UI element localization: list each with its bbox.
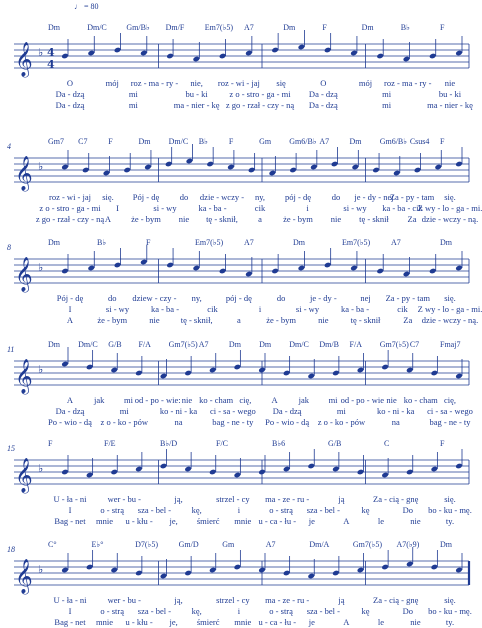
lyric-syllable: dziew - czy - — [132, 293, 177, 303]
chord-symbol: G/B — [328, 439, 342, 448]
lyric-syllable: ka - ba - — [198, 203, 227, 213]
chord-symbol: Dm — [440, 540, 452, 549]
lyric-syllable: i — [306, 203, 309, 213]
chord-symbol: A7(♭9) — [396, 540, 420, 549]
lyric-syllable: A — [343, 617, 350, 627]
lyric-syllable: ka - ba - cik — [382, 203, 423, 213]
treble-clef-icon: 𝄞 — [15, 559, 33, 594]
lyric-syllable: sza - bel - — [306, 606, 340, 616]
lyric-syllable: le — [377, 617, 384, 627]
system-number: 18 — [7, 545, 15, 554]
chord-symbol: Gm7(♭5) — [352, 540, 382, 549]
lyric-syllable: od - po - wie — [340, 395, 385, 405]
chord-symbol: A7 — [244, 238, 254, 247]
chord-symbol: Dm — [228, 340, 241, 349]
lyric-syllable: roz - wi - jaj — [217, 78, 260, 88]
lyric-syllable: sza - bel - — [137, 606, 172, 616]
lyric-syllable: je, — [169, 516, 178, 526]
staff — [0, 152, 474, 192]
lyric-syllable: nie — [410, 516, 421, 526]
lyric-syllable: Za — [407, 214, 417, 224]
lyric-syllable: cik — [207, 304, 218, 314]
lyric-syllable: nej — [360, 293, 371, 303]
lyric-syllable: nie — [444, 78, 456, 88]
lyric-syllable: nie — [149, 315, 160, 325]
chord-symbol: Em7(♭5) — [342, 238, 371, 247]
lyric-line — [0, 78, 474, 89]
lyric-syllable: Da - dzą — [55, 100, 85, 110]
lyric-syllable: dzie - wczy - — [199, 192, 245, 202]
lyric-syllable: ko - cham — [403, 395, 438, 405]
lyric-syllable: U - ła - ni — [53, 595, 87, 605]
chord-symbol: F/A — [349, 340, 362, 349]
chord-symbol: Dm/C — [87, 23, 107, 32]
chord-symbol: Gm7 — [48, 137, 64, 146]
lyric-syllable: a — [236, 315, 241, 325]
lyric-syllable: się — [276, 78, 286, 88]
lyric-syllable: ty. — [445, 617, 455, 627]
lyric-syllable: ka - ba - — [150, 304, 180, 314]
staff — [0, 555, 474, 595]
time-signature-top: 4 — [47, 46, 55, 59]
chord-symbol: Dm/C — [289, 340, 309, 349]
chord-symbol: C7 — [78, 137, 88, 146]
lyric-syllable: je — [308, 617, 315, 627]
lyric-syllable: nie — [178, 214, 190, 224]
system-number: 11 — [7, 345, 15, 354]
lyric-syllable: do — [107, 293, 117, 303]
lyric-syllable: Da - dzą — [272, 406, 302, 416]
lyric-syllable: nie — [386, 395, 397, 405]
chord-symbol: Dm/F — [165, 23, 185, 32]
lyric-syllable: dzie - wczy - ną. — [421, 315, 479, 325]
lyric-syllable: nie — [181, 395, 193, 405]
lyric-syllable: ma - ze - ru - — [265, 595, 310, 605]
lyric-syllable: U - ła - ni — [53, 494, 87, 504]
lyric-syllable: A — [104, 214, 112, 224]
chord-symbol: Dm — [259, 340, 272, 349]
lyric-syllable: i — [237, 606, 241, 616]
chord-symbol: A7 — [391, 238, 401, 247]
chord-symbol: Dm — [48, 238, 60, 247]
lyric-syllable: bu - ki — [438, 89, 462, 99]
lyric-syllable: I — [68, 304, 72, 314]
lyric-syllable: tę - sknił, — [206, 214, 238, 224]
chord-symbol: Em7(♭5) — [204, 23, 234, 32]
chord-symbol: F — [322, 23, 327, 32]
system-number: 4 — [7, 142, 11, 151]
lyric-syllable: i — [237, 505, 241, 515]
lyric-line — [0, 606, 474, 617]
lyric-syllable: O — [66, 78, 74, 88]
lyric-syllable: Da - dzą — [55, 406, 85, 416]
lyric-syllable: śmierć — [196, 617, 220, 627]
lyric-syllable: jak — [298, 395, 310, 405]
lyric-syllable: jak — [94, 395, 105, 405]
chord-symbol: D7(♭5) — [135, 540, 158, 549]
chord-symbol: Dm — [293, 238, 305, 247]
treble-clef-icon: 𝄞 — [15, 42, 33, 77]
lyric-syllable: że - bym — [266, 315, 296, 325]
lyric-syllable: bo - ku - mę. — [428, 505, 472, 515]
lyric-syllable: I — [68, 606, 72, 616]
lyric-syllable: ci - sa - wego — [427, 406, 473, 416]
lyric-syllable: się. — [444, 595, 456, 605]
tempo-marking — [74, 2, 99, 11]
chord-symbol: F — [440, 23, 445, 32]
chord-symbol: Gm/D — [178, 540, 199, 549]
lyric-syllable: mi — [328, 395, 338, 405]
lyric-syllable: Da - dzą — [308, 100, 338, 110]
key-flat-icon: ♭ — [38, 563, 44, 576]
lyric-syllable: mi — [382, 89, 392, 99]
lyric-syllable: O — [320, 78, 327, 88]
chord-symbol: F/A — [138, 340, 151, 349]
lyric-syllable: Do — [402, 606, 413, 616]
lyric-syllable: ją, — [174, 494, 183, 504]
lyric-syllable: z go - rzał - czy - ną — [35, 214, 105, 224]
lyric-syllable: Za - cią - gnę — [373, 494, 419, 504]
lyric-syllable: tę - sknił — [359, 214, 389, 224]
chord-symbol: E♭° — [91, 540, 104, 549]
lyric-syllable: o - strą — [100, 606, 125, 616]
lyric-syllable: cię, — [443, 395, 457, 405]
lyric-syllable: ka - ba - — [340, 304, 370, 314]
lyric-syllable: je - dy - nej — [354, 192, 394, 202]
lyric-syllable: I — [116, 203, 119, 213]
key-flat-icon: ♭ — [38, 261, 44, 274]
lyric-syllable: się. — [444, 494, 456, 504]
lyric-syllable: z o - stro - ga - mi — [39, 203, 101, 213]
lyric-syllable: bag - ne - ty — [429, 417, 471, 427]
lyric-syllable: Da - dzą — [55, 89, 85, 99]
lyric-line — [0, 417, 474, 428]
lyric-syllable: ko - ni - ka — [159, 406, 198, 416]
lyric-syllable: A — [66, 395, 74, 405]
lyric-syllable: si - wy — [153, 203, 177, 213]
chord-symbol: Dm — [138, 137, 151, 146]
key-flat-icon: ♭ — [38, 363, 44, 376]
lyric-line — [0, 203, 482, 214]
lyric-syllable: kę — [361, 505, 370, 515]
lyric-syllable: Pój - dę — [56, 293, 84, 303]
lyric-syllable: ją — [338, 494, 345, 504]
staff — [0, 355, 474, 395]
lyric-syllable: le — [377, 516, 384, 526]
lyric-syllable: cik — [397, 304, 408, 314]
chord-symbol: B♭ — [198, 137, 208, 146]
lyric-syllable: o - strą — [269, 505, 293, 515]
chord-symbol: F — [440, 439, 445, 448]
chord-symbol: B♭ — [400, 23, 410, 32]
chord-symbol: C — [384, 439, 390, 448]
key-flat-icon: ♭ — [38, 462, 44, 475]
chord-row — [0, 340, 474, 352]
lyric-syllable: strzel - cy — [216, 595, 250, 605]
chord-symbol: Em7(♭5) — [195, 238, 224, 247]
key-flat-icon: ♭ — [38, 46, 44, 59]
lyric-line — [0, 516, 474, 527]
lyric-syllable: pój - dę — [225, 293, 252, 303]
lyric-syllable: mi — [128, 100, 138, 110]
chord-symbol: Gm/B♭ — [126, 23, 150, 32]
chord-row — [0, 439, 474, 451]
lyric-syllable: na — [391, 417, 400, 427]
lyric-syllable: Za — [403, 315, 413, 325]
lyric-syllable: Z wy - lo - ga - mi. — [417, 304, 482, 314]
lyric-line — [0, 494, 474, 505]
lyric-syllable: z go - rzał - czy - ną — [225, 100, 295, 110]
lyric-syllable: wer - bu - — [107, 494, 141, 504]
lyric-syllable: kę, — [191, 606, 202, 616]
chord-symbol: Dm — [349, 137, 362, 146]
chord-row — [0, 137, 474, 149]
lyric-syllable: Bag - net — [54, 516, 86, 526]
lyric-syllable: nie, — [190, 78, 203, 88]
lyric-syllable: ny, — [191, 293, 202, 303]
chord-symbol: B♭6 — [272, 439, 286, 448]
lyric-syllable: ty. — [445, 516, 455, 526]
lyric-syllable: nie — [330, 214, 342, 224]
lyric-syllable: A — [271, 395, 278, 405]
lyric-syllable: mnie — [96, 516, 114, 526]
lyric-syllable: je, — [169, 617, 178, 627]
lyric-line — [0, 395, 474, 406]
lyric-syllable: Do — [402, 505, 413, 515]
treble-clef-icon: 𝄞 — [15, 458, 33, 493]
lyric-syllable: o - strą — [100, 505, 125, 515]
staff — [0, 38, 474, 78]
lyric-syllable: si - wy — [343, 203, 367, 213]
lyric-syllable: cię, — [239, 395, 252, 405]
chord-row — [0, 540, 474, 552]
chord-symbol: F — [108, 137, 113, 146]
lyric-syllable: tę - sknił — [350, 315, 381, 325]
lyric-syllable: Po - wio - dą — [48, 417, 92, 427]
lyric-syllable: A — [343, 516, 350, 526]
lyric-syllable: Pój - dę — [132, 192, 160, 202]
lyric-syllable: u - kłu - — [125, 516, 153, 526]
chord-symbol: A7 — [198, 340, 209, 349]
lyric-syllable: cik — [254, 203, 266, 213]
lyric-syllable: nie — [318, 315, 329, 325]
lyric-syllable: mnie — [234, 617, 252, 627]
lyric-syllable: pój - dę — [285, 192, 311, 202]
lyric-line — [0, 89, 474, 100]
lyric-syllable: się. — [102, 192, 114, 202]
lyric-syllable: mi — [123, 395, 133, 405]
system-number: 15 — [7, 444, 15, 453]
lyric-syllable: ko - cham — [199, 395, 234, 405]
lyric-syllable: Bag - net — [54, 617, 86, 627]
lyric-syllable: je — [308, 516, 315, 526]
lyric-syllable: kę — [361, 606, 370, 616]
chord-symbol: Gm — [222, 540, 235, 549]
chord-symbol: B♭/D — [160, 439, 178, 448]
lyric-syllable: ma - nier - kę — [173, 100, 220, 110]
lyric-syllable: Za - py - tam — [385, 293, 430, 303]
treble-clef-icon: 𝄞 — [15, 359, 33, 394]
staff — [0, 454, 474, 494]
lyric-line — [0, 315, 479, 326]
lyric-syllable: A — [66, 315, 74, 325]
lyric-syllable: się. — [444, 192, 456, 202]
chord-symbol: Dm — [48, 23, 60, 32]
lyric-syllable: Za - cią - gnę — [373, 595, 419, 605]
lyric-syllable: i — [258, 304, 262, 314]
chord-symbol: F — [48, 439, 53, 448]
lyric-syllable: u - kłu - — [125, 617, 153, 627]
lyric-syllable: roz - ma - ry - — [384, 78, 432, 88]
lyric-syllable: do — [331, 192, 341, 202]
chord-symbol: Gm7(♭5) — [168, 340, 198, 349]
lyric-line — [0, 192, 474, 203]
lyric-syllable: z o - stro - ga - mi — [229, 89, 291, 99]
lyric-syllable: dzie - wczy - ną. — [421, 214, 479, 224]
lyric-syllable: strzel - cy — [216, 494, 250, 504]
lyric-syllable: Za - py - tam — [389, 192, 435, 202]
treble-clef-icon: 𝄞 — [15, 156, 33, 191]
lyric-syllable: Da - dzą — [308, 89, 338, 99]
lyric-syllable: bag - ne - ty — [212, 417, 254, 427]
chord-symbol: Fmaj7 — [440, 340, 461, 349]
lyric-line — [0, 304, 482, 315]
lyric-syllable: kę, — [191, 505, 202, 515]
lyric-syllable: ją, — [174, 595, 183, 605]
lyric-syllable: mi — [336, 406, 346, 416]
chord-symbol: Gm6/B♭ — [289, 137, 317, 146]
lyric-syllable: mój — [358, 78, 373, 88]
chord-symbol: Dm/C — [168, 137, 189, 146]
chord-symbol: Gm — [259, 137, 272, 146]
lyric-syllable: ma - nier - kę — [427, 100, 473, 110]
chord-symbol: F/C — [216, 439, 229, 448]
lyric-syllable: ko - ni - ka — [377, 406, 415, 416]
lyric-syllable: u - ca - łu - — [258, 516, 297, 526]
lyric-syllable: ma - ze - ru - — [265, 494, 310, 504]
chord-symbol: F — [440, 137, 445, 146]
lyric-syllable: I — [68, 505, 72, 515]
treble-clef-icon: 𝄞 — [15, 257, 33, 292]
tempo-bpm: = 80 — [84, 2, 99, 11]
chord-symbol: Dm — [48, 340, 60, 349]
lyric-syllable: Z wy - lo - ga - mi. — [417, 203, 482, 213]
lyric-line — [0, 406, 474, 417]
lyric-syllable: z o - ko - pów — [100, 417, 149, 427]
lyric-syllable: mój — [105, 78, 119, 88]
chord-symbol: Csus4 — [409, 137, 430, 146]
lyric-line — [0, 617, 474, 628]
chord-symbol: Gm7(♭5) — [379, 340, 409, 349]
chord-symbol: F/E — [104, 439, 116, 448]
chord-symbol: A7 — [265, 540, 276, 549]
chord-symbol: G/B — [108, 340, 122, 349]
lyric-syllable: ny, — [254, 192, 266, 202]
lyric-syllable: roz - wi - jaj — [48, 192, 92, 202]
time-signature-bottom: 4 — [47, 58, 55, 71]
lyric-syllable: mnie — [234, 516, 252, 526]
lyric-syllable: o - strą — [269, 606, 293, 616]
lyric-syllable: si - wy — [295, 304, 320, 314]
quarter-note-icon: ♩ — [74, 2, 82, 11]
chord-symbol: A7 — [244, 23, 254, 32]
lyric-syllable: ci - sa - wego — [209, 406, 256, 416]
lyric-syllable: Po - wio - dą — [265, 417, 310, 427]
lyric-syllable: mi — [382, 100, 392, 110]
chord-symbol: Dm/C — [78, 340, 98, 349]
lyric-syllable: tę - sknił, — [180, 315, 213, 325]
system-number: 8 — [7, 243, 11, 252]
chord-symbol: B♭ — [97, 238, 107, 247]
key-flat-icon: ♭ — [38, 160, 44, 173]
lyric-syllable: że - bym — [97, 315, 128, 325]
chord-symbol: Dm/A — [309, 540, 330, 549]
chord-symbol: Dm — [440, 238, 452, 247]
lyric-syllable: je - dy - — [309, 293, 337, 303]
lyric-syllable: roz - ma - ry - — [130, 78, 179, 88]
chord-symbol: Dm/B — [319, 340, 339, 349]
chord-symbol: Dm — [361, 23, 374, 32]
chord-row — [0, 238, 474, 250]
lyric-syllable: mnie — [96, 617, 114, 627]
lyric-line — [0, 293, 474, 304]
lyric-syllable: że - bym — [283, 214, 313, 224]
lyric-syllable: nie — [410, 617, 421, 627]
lyric-syllable: a — [258, 214, 262, 224]
lyric-syllable: śmierć — [196, 516, 220, 526]
lyric-syllable: bo - ku - mę. — [428, 606, 472, 616]
lyric-syllable: sza - bel - — [137, 505, 172, 515]
lyric-syllable: się. — [444, 293, 456, 303]
lyric-syllable: z o - ko - pów — [317, 417, 366, 427]
lyric-syllable: na — [174, 417, 183, 427]
lyric-syllable: bu - ki — [185, 89, 208, 99]
chord-symbol: F — [228, 137, 234, 146]
chord-symbol: F — [146, 238, 151, 247]
lyric-syllable: u - ca - łu - — [258, 617, 297, 627]
chord-symbol: Gm6/B♭ — [379, 137, 408, 146]
lyric-syllable: mi — [119, 406, 129, 416]
lyric-line — [0, 214, 479, 225]
lyric-syllable: si - wy — [105, 304, 130, 314]
lyric-syllable: mi — [128, 89, 138, 99]
lyric-syllable: do — [276, 293, 286, 303]
chord-symbol: C7 — [409, 340, 420, 349]
lyric-syllable: ją — [338, 595, 345, 605]
lyric-line — [0, 505, 474, 516]
staff — [0, 253, 474, 293]
lyric-line — [0, 100, 474, 111]
lyric-syllable: od - po - wie: — [134, 395, 181, 405]
chord-symbol: A7 — [319, 137, 330, 146]
lyric-syllable: że - bym — [131, 214, 161, 224]
chord-symbol: C° — [48, 540, 57, 549]
chord-row — [0, 23, 474, 35]
lyric-syllable: sza - bel - — [306, 505, 340, 515]
chord-symbol: Dm — [283, 23, 296, 32]
lyric-syllable: do — [179, 192, 189, 202]
lyric-line — [0, 595, 474, 606]
lyric-syllable: wer - bu - — [107, 595, 141, 605]
